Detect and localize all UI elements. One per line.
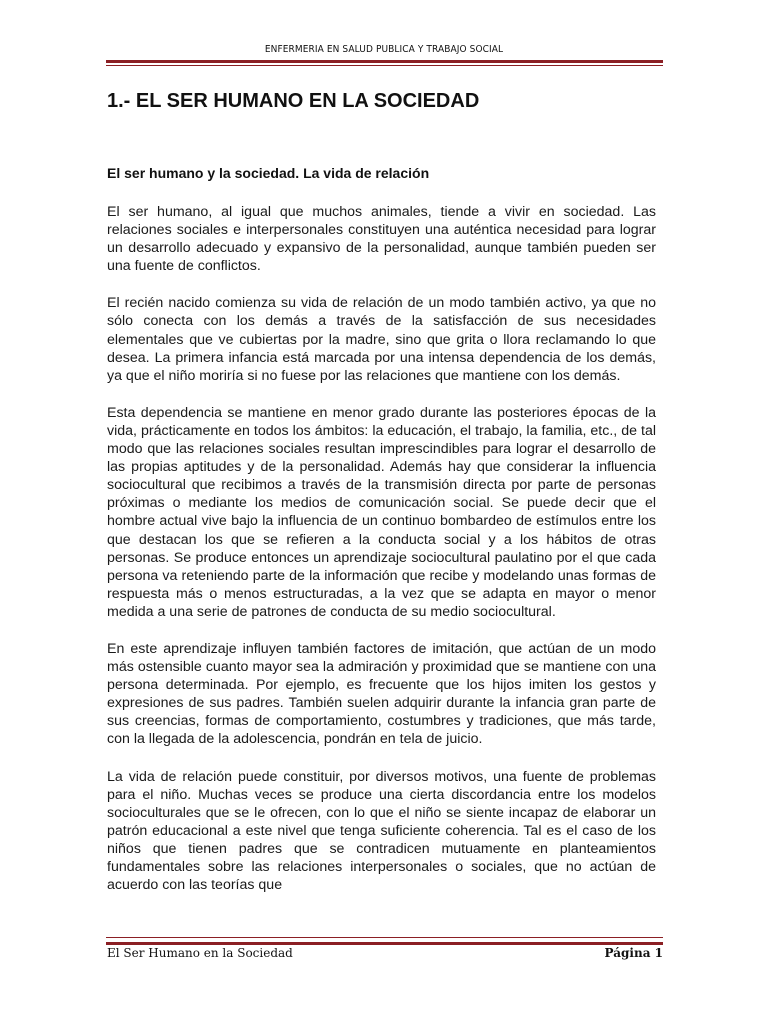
header-rule-thick	[106, 60, 663, 63]
paragraph: El ser humano, al igual que muchos animales, tiende a vivir en sociedad. Las relaciones sociales e interpersonales constituyen una auténtica necesidad para lograr un desarrollo adecuado y expansivo de la personalidad, aunque también pueden ser una fuente de conflictos.	[107, 204, 656, 275]
header-rule-thin	[106, 65, 663, 66]
footer-rule-thin	[106, 937, 663, 938]
header-title: ENFERMERIA EN SALUD PUBLICA Y TRABAJO SOCIAL	[264, 44, 504, 55]
page-title: 1.- EL SER HUMANO EN LA SOCIEDAD	[107, 90, 480, 112]
paragraph: Esta dependencia se mantiene en menor grado durante las posteriores épocas de la vida, prácticamente en todos los ámbitos: la educación, el trabajo, la familia, etc., de tal modo que las relaciones sociales resultan imprescindibles para lograr el desarrollo de las propias aptitudes y de la personalidad. Además hay que considerar la influencia sociocultural que recibimos a través de la transmisión directa por parte de personas próximas o mediante los medios de comunicación social. Se puede decir que el hombre actual vive bajo la influencia de un continuo bombardeo de estímulos entre los que destacan los que se refieren a la conducta social y a los hábitos de otras personas. Se produce entonces un aprendizaje sociocultural paulatino por el que cada persona va reteniendo parte de la información que recibe y modelando unas formas de respuesta más o menos estructuradas, a la vez que se adapta en mayor o menor medida a una serie de patrones de conducta de su medio sociocultural.	[107, 404, 656, 620]
footer-page-number: Página 1	[604, 946, 663, 960]
footer-rule-thick	[106, 942, 663, 945]
paragraph: El recién nacido comienza su vida de relación de un modo también activo, ya que no sólo conecta con los demás a través de la satisfacción de sus necesidades elementales que ve cubiertas por la madre, sino que grita o llora reclamando lo que desea. La primera infancia está marcada por una intensa dependencia de los demás, ya que el niño moriría si no fuese por las relaciones que mantiene con los demás.	[107, 295, 656, 384]
paragraph: La vida de relación puede constituir, por diversos motivos, una fuente de problemas para el niño. Muchas veces se produce una cierta discordancia entre los modelos socioculturales que se le ofrecen, con lo que el niño se siente incapaz de elaborar un patrón educacional a este nivel que tenga suficiente coherencia. Tal es el caso de los niños que tienen padres que se contradicen mutuamente en planteamientos fundamentales sobre las relaciones interpersonales o sociales, que no actúan de acuerdo con las teorías que	[107, 768, 656, 894]
document-body	[107, 203, 656, 913]
section-heading: El ser humano y la sociedad. La vida de relación	[107, 165, 430, 181]
footer-document-title: El Ser Humano en la Sociedad	[107, 946, 293, 960]
paragraph: En este aprendizaje influyen también factores de imitación, que actúan de un modo más ostensible cuanto mayor sea la admiración y proximidad que se mantiene con una persona determinada. Por ejemplo, es frecuente que los hijos imiten los gestos y expresiones de sus padres. También suelen adquirir durante la infancia gran parte de sus creencias, formas de comportamiento, costumbres y tradiciones, que más tarde, con la llegada de la adolescencia, pondrán en tela de juicio.	[107, 640, 656, 748]
